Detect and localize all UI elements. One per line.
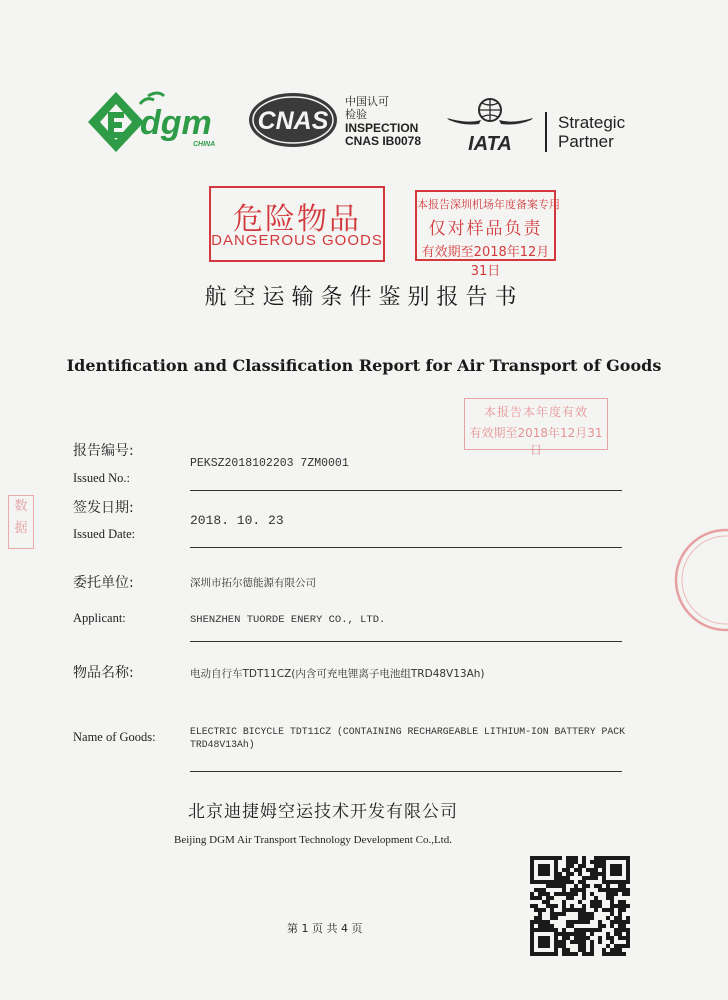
goods-label-cn: 物品名称:	[73, 665, 134, 681]
cnas-logo	[245, 90, 345, 150]
dangerous-goods-stamp	[209, 186, 385, 262]
cnas-logo-text: CNAS	[257, 107, 329, 135]
filing-stamp-line-2: 仅对样品负责	[428, 219, 543, 239]
dgm-logo	[78, 82, 228, 162]
issued-no-label-en: Issued No.:	[73, 471, 130, 485]
dgm-logo-sub: CHINA	[193, 141, 216, 148]
page-number: 第 1 页 共 4 页	[287, 922, 363, 935]
qr-code-icon	[530, 856, 630, 956]
company-name-cn: 北京迪捷姆空运技术开发有限公司	[188, 802, 458, 822]
left-edge-stamp: 数据	[8, 495, 34, 549]
official-seal-icon	[648, 525, 728, 635]
report-title-en: Identification and Classification Report for Air Transport of Goods	[66, 356, 662, 375]
cnas-line-4: CNAS IB0078	[345, 134, 422, 148]
validity-stamp-line-1: 本报告本年度有效	[483, 405, 588, 419]
dangerous-goods-en: DANGEROUS GOODS	[211, 232, 383, 249]
goods-underline	[190, 771, 622, 772]
applicant-underline	[190, 641, 622, 642]
issued-date-underline	[190, 547, 622, 548]
issued-no-underline	[190, 490, 622, 491]
cnas-line-1: 中国认可	[345, 96, 389, 108]
goods-label-en: Name of Goods:	[73, 730, 156, 744]
issued-no-value: PEKSZ2018102203 7ZM0001	[190, 457, 349, 470]
applicant-value-cn: 深圳市拓尔德能源有限公司	[190, 577, 316, 589]
issued-date-value: 2018. 10. 23	[190, 513, 284, 528]
issued-date-label-en: Issued Date:	[73, 527, 136, 541]
partner-separator	[545, 112, 547, 152]
report-title-cn: 航空运输条件鉴别报告书	[204, 285, 524, 310]
cnas-line-3: INSPECTION	[345, 121, 419, 135]
validity-stamp-line-2: 有效期至2018年12月31日	[469, 426, 603, 457]
validity-stamp	[464, 398, 608, 457]
cnas-accreditation-text	[345, 96, 421, 148]
applicant-label-en: Applicant:	[73, 611, 126, 625]
filing-stamp-line-1: 本报告深圳机场年度备案专用	[417, 198, 560, 211]
dgm-logo-text: dgm	[140, 104, 212, 142]
goods-value-en-line-2: TRD48V13Ah)	[190, 739, 255, 750]
goods-value-en-line-1: ELECTRIC BICYCLE TDT11CZ (CONTAINING RECHARGEABLE LITHIUM-ION BATTERY PACK	[190, 726, 626, 737]
cnas-line-2: 检验	[345, 109, 367, 121]
applicant-label-cn: 委托单位:	[73, 575, 134, 591]
company-name-en: Beijing DGM Air Transport Technology Development Co.,Ltd.	[174, 834, 452, 846]
partner-line-1: Strategic	[558, 113, 626, 132]
partner-line-2: Partner	[558, 132, 614, 151]
dangerous-goods-cn: 危险物品	[233, 202, 361, 237]
airport-filing-stamp	[415, 190, 560, 279]
iata-logo	[445, 96, 535, 154]
iata-logo-text: IATA	[468, 133, 512, 154]
strategic-partner-label	[558, 113, 625, 151]
goods-value-cn: 电动自行车TDT11CZ(内含可充电锂离子电池组TRD48V13Ah)	[190, 668, 485, 680]
issued-date-label-cn: 签发日期:	[73, 500, 134, 516]
issued-no-label-cn: 报告编号:	[73, 443, 134, 459]
applicant-value-en: SHENZHEN TUORDE ENERY CO., LTD.	[190, 614, 386, 626]
filing-stamp-line-3: 有效期至2018年12月31日	[421, 245, 550, 279]
